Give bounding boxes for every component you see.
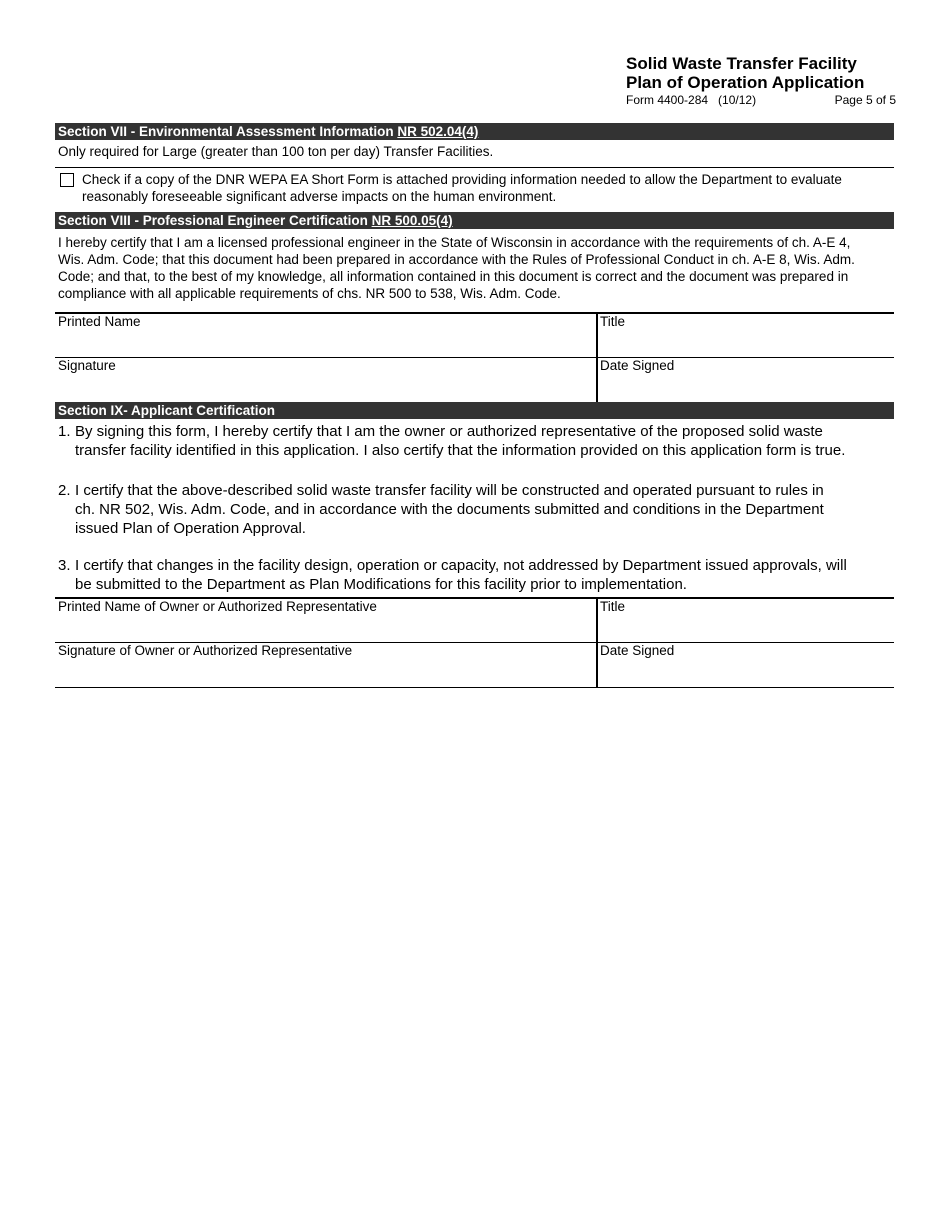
pe-cert-line: Wis. Adm. Code; that this document had been prepared in accordance with the Rules of Professional Conduct in ch. A-E 8, Wis. Adm.: [58, 252, 855, 267]
divider: [55, 357, 894, 358]
item-number: 2.: [58, 482, 71, 499]
divider: [55, 312, 894, 314]
certification-item: [58, 422, 888, 460]
section-vii-note: Only required for Large (greater than 100 ton per day) Transfer Facilities.: [58, 144, 494, 159]
ea-checkbox-label-line2: reasonably foreseeable significant adverse impacts on the human environment.: [82, 189, 557, 204]
pe-date-signed-label: Date Signed: [600, 358, 675, 373]
section-ix-title: Section IX- Applicant Certification: [58, 403, 276, 418]
item-number: 3.: [58, 557, 71, 574]
item-text-line: transfer facility identified in this application. I also certify that the information provided on this application form is true.: [75, 442, 846, 459]
owner-printed-name-label: Printed Name of Owner or Authorized Representative: [58, 599, 377, 614]
pe-cert-line: I hereby certify that I am a licensed professional engineer in the State of Wisconsin in accordance with the requirements of ch. A-E 4,: [58, 235, 851, 250]
owner-date-signed-label: Date Signed: [600, 643, 675, 658]
divider: [55, 687, 894, 688]
page-number: Page 5 of 5: [834, 93, 896, 107]
owner-signature-label: Signature of Owner or Authorized Representative: [58, 643, 353, 658]
item-text-line: I certify that the above-described solid waste transfer facility will be constructed and operated pursuant to rules in: [75, 482, 824, 499]
pe-title-label: Title: [600, 314, 626, 329]
section-viii-ref: NR 500.05(4): [371, 213, 453, 228]
item-text-line: issued Plan of Operation Approval.: [75, 520, 306, 537]
pe-cert-line: Code; and that, to the best of my knowledge, all information contained in this document is correct and the document was prepared in: [58, 269, 849, 284]
section-vii-ref: NR 502.04(4): [397, 124, 479, 139]
form-header: [626, 54, 896, 108]
section-vii-title: Section VII - Environmental Assessment Information: [58, 124, 394, 139]
certification-item: [58, 556, 888, 594]
section-vii-header: [55, 123, 894, 140]
item-text-line: be submitted to the Department as Plan Modifications for this facility prior to implementation.: [75, 576, 687, 593]
item-text-line: I certify that changes in the facility design, operation or capacity, not addressed by Department issued approvals, will: [75, 557, 847, 574]
section-viii-header: [55, 212, 894, 229]
pe-signature-label: Signature: [58, 358, 116, 373]
section-ix-header: [55, 402, 894, 419]
section-viii-title: Section VIII - Professional Engineer Certification: [58, 213, 368, 228]
form-title-line1: Solid Waste Transfer Facility: [626, 54, 857, 73]
form-number: Form 4400-284 (10/12): [626, 93, 757, 107]
pe-cert-line: compliance with all applicable requirements of chs. NR 500 to 538, Wis. Adm. Code.: [58, 286, 561, 301]
owner-title-label: Title: [600, 599, 626, 614]
form-meta: [626, 93, 896, 108]
pe-printed-name-label: Printed Name: [58, 314, 141, 329]
certification-item: [58, 481, 888, 538]
form-title-line2: Plan of Operation Application: [626, 73, 865, 92]
item-number: 1.: [58, 423, 71, 440]
item-text-line: By signing this form, I hereby certify that I am the owner or authorized representative of the proposed solid waste: [75, 423, 823, 440]
item-text-line: ch. NR 502, Wis. Adm. Code, and in accordance with the documents submitted and conditions in the Department: [75, 501, 824, 518]
ea-checkbox-label-line1: Check if a copy of the DNR WEPA EA Short Form is attached providing information needed to allow the Department to evaluate: [82, 172, 842, 187]
divider: [55, 167, 894, 168]
ea-short-form-checkbox[interactable]: [60, 173, 74, 187]
